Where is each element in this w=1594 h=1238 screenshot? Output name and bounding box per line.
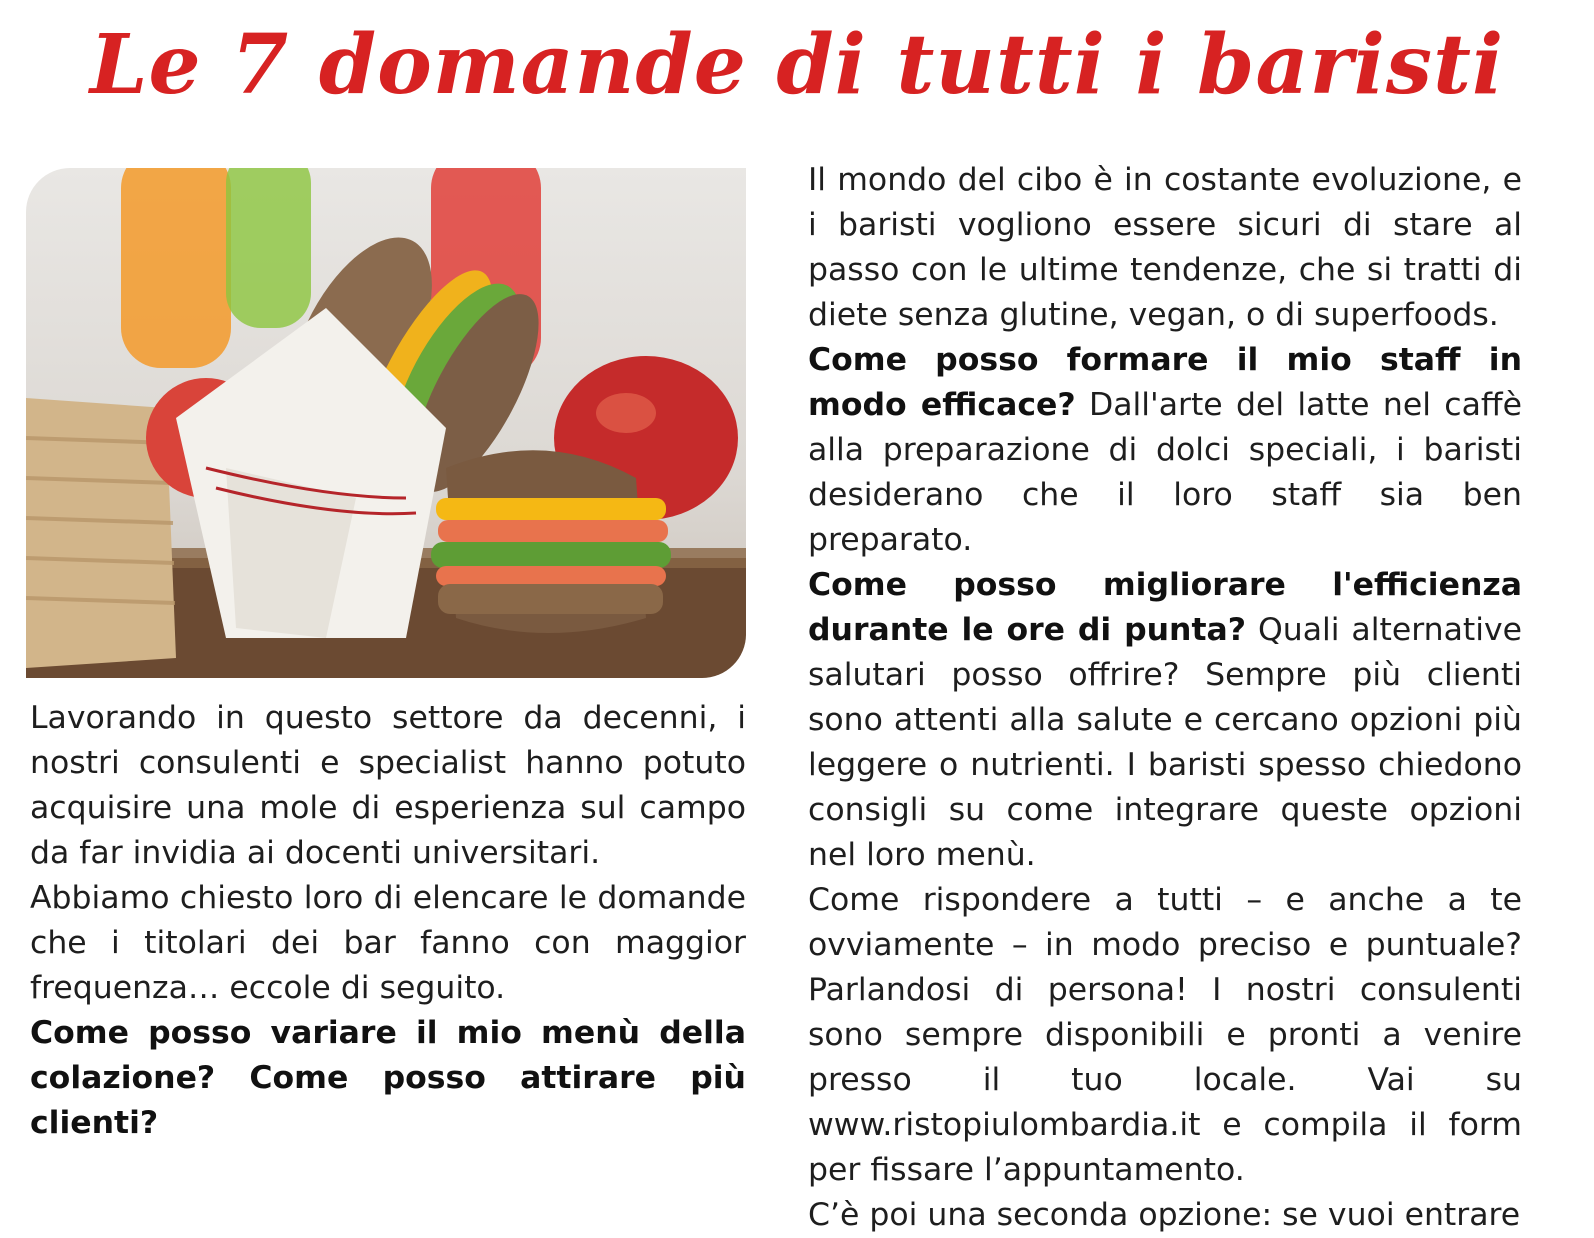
left-column	[30, 696, 746, 1146]
page-title: Le 7 domande di tutti i baristi	[89, 17, 1505, 113]
question-3: Come posso migliorare l'efficienza durante le ore di punta?	[808, 567, 1522, 648]
question-2: Come posso formare il mio staff in modo efficace?	[808, 342, 1522, 423]
sandwich-illustration	[26, 168, 746, 678]
right-column	[808, 158, 1522, 1238]
question-list-intro: Abbiamo chiesto loro di elencare le domande che i titolari dei bar fanno con maggior frequenza… eccole di seguito.	[30, 880, 746, 1006]
question-1: Come posso variare il mio menù della colazione? Come posso attirare più clienti?	[30, 1015, 746, 1141]
second-option-paragraph: C’è poi una seconda opzione: se vuoi entrare	[808, 1197, 1521, 1233]
trend-paragraph: Il mondo del cibo è in costante evoluzione, e i baristi vogliono essere sicuri di stare al passo con le ultime tendenze, che si tratti di diete senza glutine, vegan, o di superfoods.	[808, 162, 1522, 333]
answer-3: Quali alternative salutari posso offrire? Sempre più clienti sono attenti alla salute e cercano opzioni più leggere o nutrienti. I baristi spesso chiedono consigli su come integrare queste opzioni nel loro menù.	[808, 612, 1522, 873]
contact-paragraph: Come rispondere a tutti – e anche a te ovviamente – in modo preciso e puntuale? Parlandosi di persona! I nostri consulenti sono sempre disponibili e pronti a venire presso il tuo locale. Vai su www.ristopiulombardia.it e compila il form per fissare l’appuntamento.	[808, 882, 1522, 1188]
sandwich-photo	[26, 168, 746, 678]
intro-paragraph: Lavorando in questo settore da decenni, i nostri consulenti e specialist hanno potuto acquisire una mole di esperienza sul campo da far invidia ai docenti universitari.	[30, 700, 746, 871]
answer-2: Dall'arte del latte nel caffè alla preparazione di dolci speciali, i baristi desiderano che il loro staff sia ben preparato.	[808, 387, 1522, 558]
